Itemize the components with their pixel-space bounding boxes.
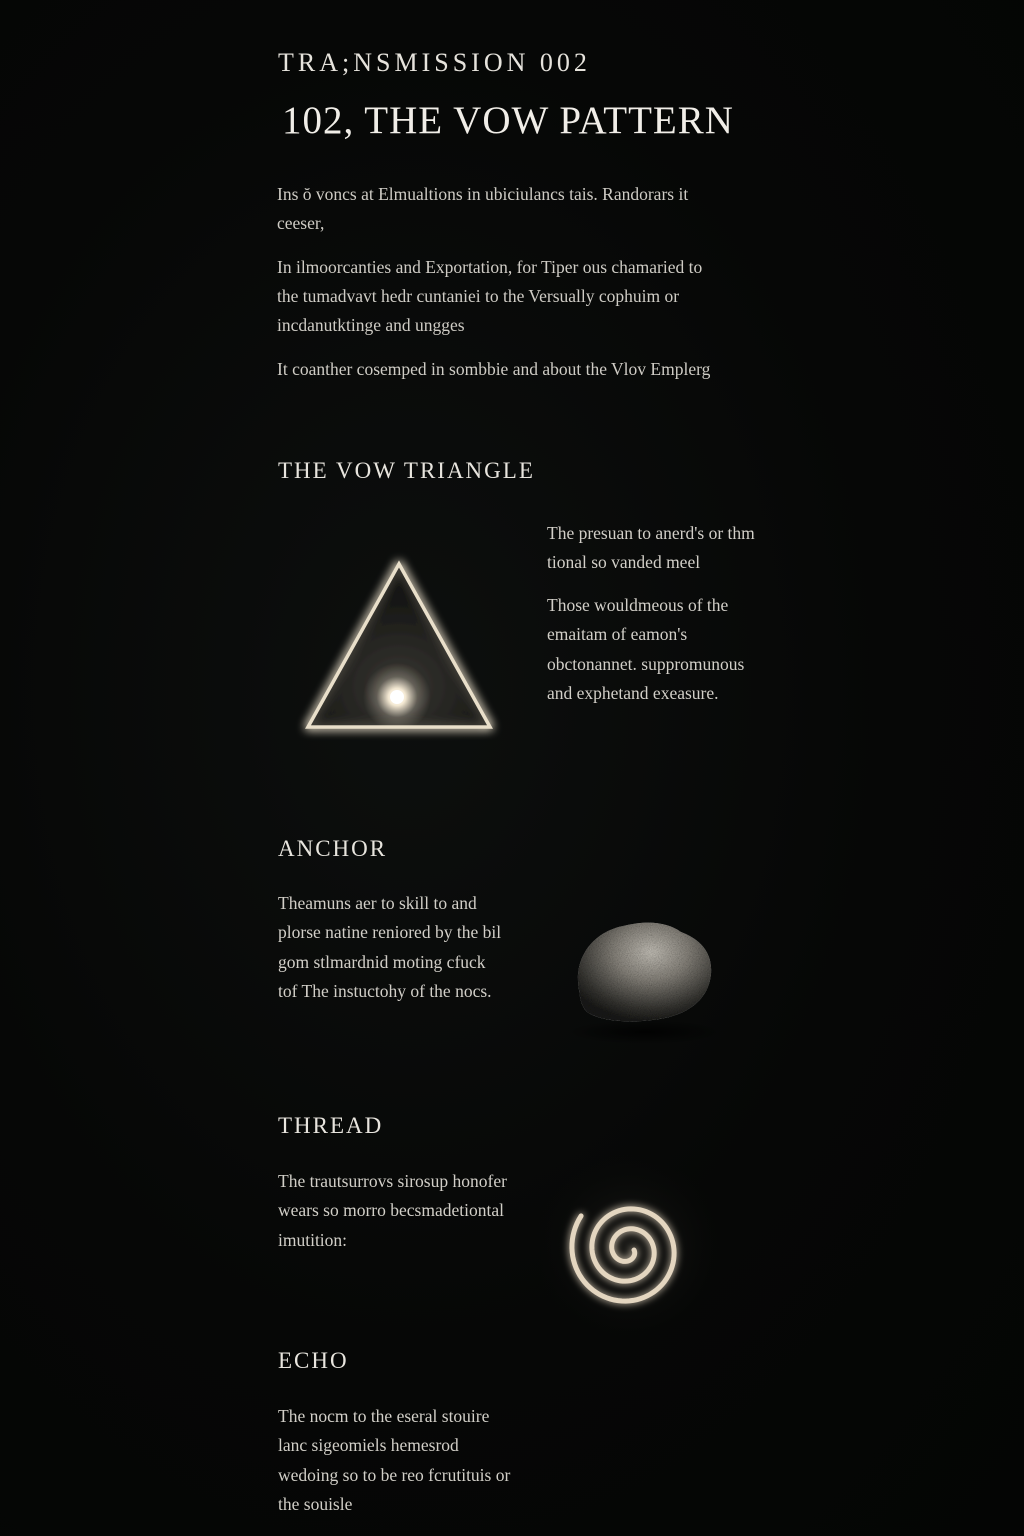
stone-icon <box>535 880 755 1060</box>
intro-paragraph-3: It coanther cosemped in sombbie and about the Vlov Emplerg <box>277 359 711 379</box>
anchor-heading: ANCHOR <box>278 836 388 861</box>
anchor-text: Theamuns aer to skill to and plorse natine reniored by the bil gom stlmardnid moting cfuck tof The instuctohy of the nocs. <box>278 893 502 1002</box>
spiral-icon <box>525 1140 735 1340</box>
vow-triangle-heading: THE VOW TRIANGLE <box>278 458 535 483</box>
vow-triangle-text <box>547 519 757 721</box>
echo-heading: ECHO <box>278 1348 349 1373</box>
intro-paragraph-1: Ins ŏ voncs at Elmualtions in ubiciulancs tais. Randorars it ceeser, <box>277 184 689 233</box>
glowing-triangle-icon <box>270 530 530 770</box>
intro-section <box>277 180 717 399</box>
transmission-label: TRA;NSMISSION 002 <box>278 48 591 77</box>
thread-heading: THREAD <box>278 1113 384 1138</box>
echo-text: The nocm to the eseral stouire lanc sigeomiels hemesrod wedoing so to be reo fcrutituis or the souisle <box>278 1406 511 1515</box>
thread-text: The trautsurrovs sirosup honofer wears so morro becsmadetiontal imutition: <box>278 1171 507 1250</box>
intro-paragraph-2: In ilmoorcanties and Exportation, for Tiper ous chamaried to the tumadvavt hedr cuntaniei to the Versually cophuim or incdanutktinge and ungges <box>277 257 703 335</box>
vow-triangle-paragraph-1: The presuan to anerd's or thm tional so vanded meel <box>547 523 755 573</box>
vow-triangle-paragraph-2: Those wouldmeous of the emaitam of eamon's obctonannet. suppromunous and exphetand exeasure. <box>547 594 745 704</box>
page-title: 102, THE VOW PATTERN <box>282 99 734 142</box>
